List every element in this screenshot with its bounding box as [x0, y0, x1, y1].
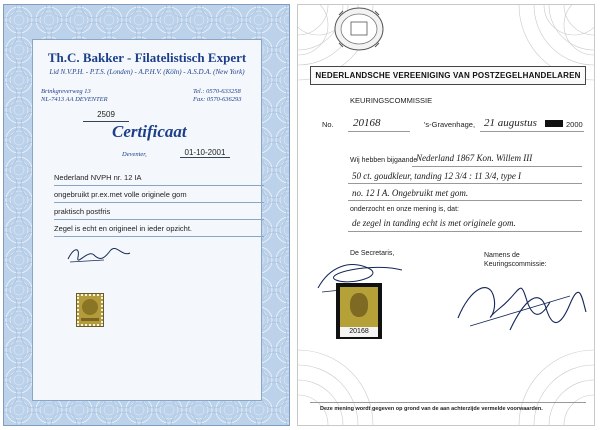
certificate-panel [32, 39, 262, 401]
expert-signature [64, 243, 134, 265]
expert-affiliations: Lid N.V.P.H. - P.T.S. (Londen) - A.P.H.V. (Köln) - A.S.D.A. (New York) [49, 68, 245, 76]
certificate-title: Certificaat [112, 122, 187, 141]
organization-name: NEDERLANDSCHE VEREENIGING VAN POSTZEGELHANDELAREN [315, 71, 581, 80]
certificate-year: 2000 [566, 120, 583, 129]
underline-2 [348, 183, 582, 184]
telephone-number: Tel.: 0570-633258 [193, 88, 241, 95]
description-line-4: Zegel is echt en origineel in ieder opzicht. [54, 222, 264, 237]
handwritten-line-3: no. 12 I A. Ongebruikt met gom. [352, 188, 469, 198]
fax-number: Fax: 0570-636293 [193, 96, 242, 103]
organization-header [310, 66, 586, 85]
stamp-image [77, 294, 103, 326]
certificate-date: 01-10-2001 [180, 148, 230, 158]
handwritten-line-4: de zegel in tanding echt is met originele gom. [352, 218, 516, 228]
association-emblem-icon [329, 5, 389, 53]
stamp-design [340, 287, 378, 327]
committee-signatures [450, 268, 590, 338]
description-line-1: Nederland NVPH nr. 12 IA [54, 171, 264, 186]
underline-3 [348, 200, 582, 201]
certificate-number: 2509 [83, 109, 129, 122]
number-underline [348, 131, 410, 132]
handwritten-line-2: 50 ct. goudkleur, tanding 12 3/4 : 11 3/4, type I [352, 171, 522, 181]
date-underline [480, 131, 584, 132]
underline-4 [348, 231, 582, 232]
committee-name: KEURINGSCOMMISSIE [350, 96, 433, 105]
description-line-3: praktisch postfris [54, 205, 264, 220]
place-label: 's-Gravenhage, [424, 120, 476, 129]
intro-text: Wij hebben bijgaande [350, 157, 418, 164]
stamp-portrait [350, 293, 368, 317]
stamp-portrait [82, 299, 98, 315]
underline-1 [412, 166, 582, 167]
secretary-label: De Secretaris, [350, 250, 395, 257]
address-city: NL-7413 AA DEVENTER [41, 96, 108, 103]
bakker-certificate [3, 4, 290, 426]
opinion-text: onderzocht en onze mening is, dat: [350, 206, 459, 213]
expert-name: Th.C. Bakker - Filatelistisch Expert [47, 50, 247, 65]
number-label: No. [322, 120, 334, 129]
stamp-image-mounted [336, 283, 382, 339]
handwritten-line-1: Nederland 1867 Kon. Willem III [416, 153, 533, 163]
stamp-value-bar [81, 318, 99, 321]
footer-conditions-note: Deze mening wordt gegeven op grond van de aan achterzijde vermelde voorwaarden. [320, 406, 543, 412]
place-label: Deventer, [122, 151, 147, 158]
committee-sign-label-2: Keuringscommissie: [484, 261, 547, 268]
stamp-certificate-label: 20168 [340, 327, 378, 337]
redacted-mark [545, 120, 563, 127]
description-line-2: ongebruikt pr.ex.met volle originele gom [54, 188, 264, 203]
certificate-number-handwritten: 20168 [353, 117, 381, 129]
committee-sign-label-1: Namens de [484, 252, 520, 259]
footer-rule [310, 402, 586, 403]
handwritten-date: 21 augustus [484, 117, 537, 129]
address-street: Brinkgreverweg 13 [41, 88, 91, 95]
